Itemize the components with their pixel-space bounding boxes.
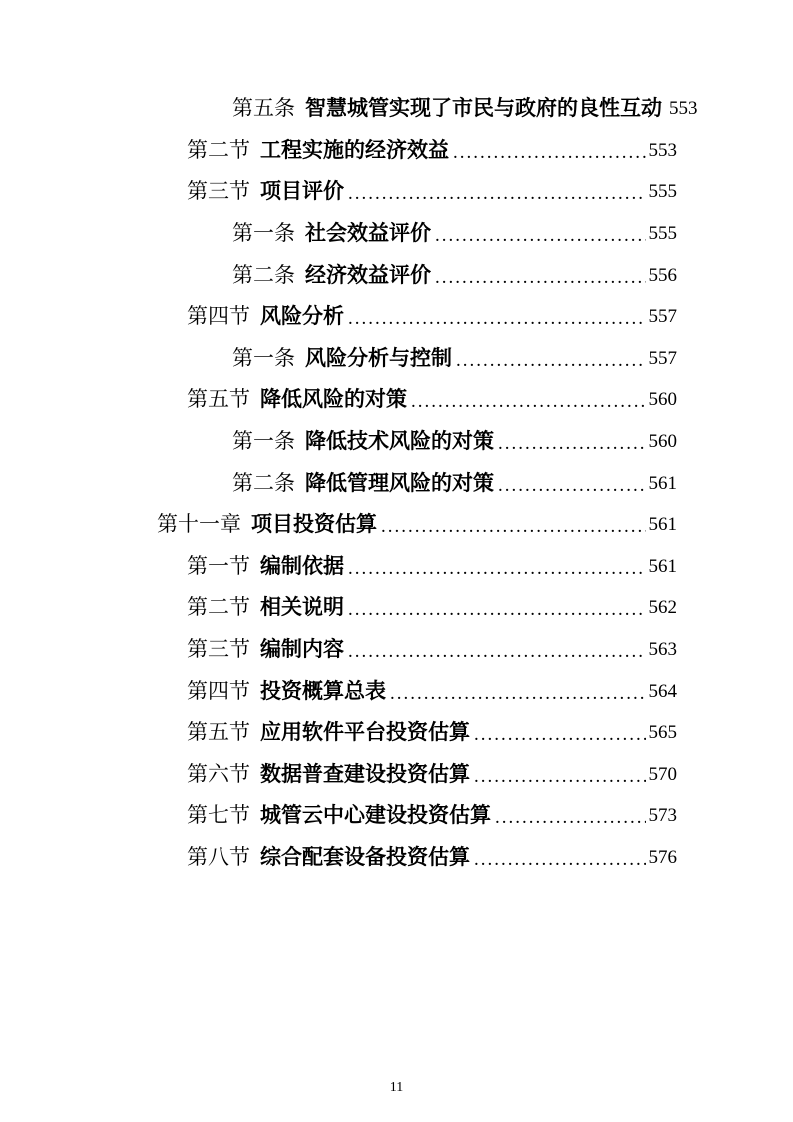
toc-dot-leader xyxy=(498,434,646,453)
toc-entry[interactable] xyxy=(0,379,677,421)
toc-entry-page-number: 565 xyxy=(648,722,677,744)
toc-entry-page-number: 563 xyxy=(648,639,677,661)
toc-entry-page-number: 576 xyxy=(648,846,677,868)
toc-entry-title: 降低管理风险的对策 xyxy=(305,470,494,495)
toc-entry-label: 第二节 xyxy=(187,137,250,162)
toc-dot-leader xyxy=(381,517,646,536)
toc-entry-page-number: 553 xyxy=(648,139,677,161)
toc-entry-title: 风险分析 xyxy=(260,304,344,329)
toc-entry-title: 项目投资估算 xyxy=(251,512,377,537)
toc-dot-leader xyxy=(435,226,646,245)
toc-entry-title: 项目评价 xyxy=(260,179,344,204)
toc-entry-title: 综合配套设备投资估算 xyxy=(260,844,470,869)
toc-entry-label: 第一条 xyxy=(232,429,295,454)
toc-entry-label: 第四节 xyxy=(187,678,250,703)
toc-dot-leader xyxy=(348,642,646,661)
toc-entry-page-number: 562 xyxy=(648,597,677,619)
toc-entry[interactable] xyxy=(0,629,677,671)
toc-entry-page-number: 560 xyxy=(648,389,677,411)
toc-entry[interactable] xyxy=(0,837,677,879)
toc-entry-label: 第二条 xyxy=(232,470,295,495)
toc-entry[interactable] xyxy=(0,130,677,172)
toc-entry-page-number: 557 xyxy=(648,306,677,328)
toc-entry-page-number: 564 xyxy=(648,680,677,702)
toc-entry-label: 第四节 xyxy=(187,304,250,329)
toc-entry-page-number: 560 xyxy=(648,431,677,453)
toc-dot-leader xyxy=(495,808,646,827)
toc-entry-label: 第五节 xyxy=(187,720,250,745)
toc-entry-title: 降低技术风险的对策 xyxy=(305,429,494,454)
toc-entry-page-number: 561 xyxy=(648,514,677,536)
toc-entry-title: 投资概算总表 xyxy=(260,678,386,703)
toc-entry-page-number: 561 xyxy=(648,555,677,577)
toc-entry[interactable] xyxy=(0,670,677,712)
toc-entry[interactable] xyxy=(0,504,677,546)
toc-entry-label: 第八节 xyxy=(187,844,250,869)
toc-entry-page-number: 556 xyxy=(648,264,677,286)
toc-entry[interactable] xyxy=(0,462,677,504)
toc-entry[interactable] xyxy=(0,712,677,754)
toc-entry-label: 第二条 xyxy=(232,262,295,287)
toc-entry-label: 第六节 xyxy=(187,761,250,786)
toc-entry-title: 社会效益评价 xyxy=(305,221,431,246)
toc-entry-label: 第三节 xyxy=(187,179,250,204)
toc-dot-leader xyxy=(390,684,646,703)
toc-dot-leader xyxy=(456,351,646,370)
toc-entry-label: 第七节 xyxy=(187,803,250,828)
toc-entry-page-number: 553 xyxy=(669,98,698,120)
toc-entry-page-number: 561 xyxy=(648,472,677,494)
toc-entry[interactable] xyxy=(0,254,677,296)
toc-entry-label: 第一条 xyxy=(232,221,295,246)
toc-entry[interactable] xyxy=(0,171,677,213)
toc-entry-title: 数据普查建设投资估算 xyxy=(260,761,470,786)
toc-entry-title: 应用软件平台投资估算 xyxy=(260,720,470,745)
toc-entry-title: 相关说明 xyxy=(260,595,344,620)
footer-page-number: 11 xyxy=(389,1080,404,1095)
toc-entry[interactable] xyxy=(0,546,677,588)
toc-dot-leader xyxy=(348,309,646,328)
toc-entry[interactable] xyxy=(0,754,677,796)
toc-dot-leader xyxy=(435,268,646,287)
toc-entry-page-number: 573 xyxy=(648,805,677,827)
toc-entry[interactable] xyxy=(0,296,677,338)
toc-entry[interactable] xyxy=(0,587,677,629)
toc-entry-label: 第五节 xyxy=(187,387,250,412)
toc-entry-label: 第一条 xyxy=(232,345,295,370)
toc-entry[interactable] xyxy=(0,795,677,837)
toc-entry[interactable] xyxy=(0,88,698,130)
toc-entry-title: 风险分析与控制 xyxy=(305,345,452,370)
toc-entry-title: 智慧城管实现了市民与政府的良性互动 xyxy=(305,96,662,121)
toc-dot-leader xyxy=(474,725,646,744)
toc-entry-label: 第一节 xyxy=(187,553,250,578)
toc-entry-title: 工程实施的经济效益 xyxy=(260,137,449,162)
toc-entry[interactable] xyxy=(0,213,677,255)
toc-entry-title: 编制内容 xyxy=(260,637,344,662)
toc-dot-leader xyxy=(498,476,646,495)
toc-entry-title: 经济效益评价 xyxy=(305,262,431,287)
toc-entry[interactable] xyxy=(0,338,677,380)
toc-entry-page-number: 570 xyxy=(648,763,677,785)
toc-dot-leader xyxy=(348,559,646,578)
toc-entry-label: 第十一章 xyxy=(157,512,241,537)
toc-entry[interactable] xyxy=(0,421,677,463)
toc-entry-title: 降低风险的对策 xyxy=(260,387,407,412)
toc-entry-page-number: 555 xyxy=(648,181,677,203)
toc-dot-leader xyxy=(411,392,646,411)
toc-entry-page-number: 555 xyxy=(648,223,677,245)
toc-entry-label: 第三节 xyxy=(187,637,250,662)
toc-entry-label: 第二节 xyxy=(187,595,250,620)
toc-entry-title: 城管云中心建设投资估算 xyxy=(260,803,491,828)
toc-entry-page-number: 557 xyxy=(648,347,677,369)
toc-entry-label: 第五条 xyxy=(232,96,295,121)
toc-dot-leader xyxy=(474,767,646,786)
toc-dot-leader xyxy=(474,850,646,869)
toc-dot-leader xyxy=(348,184,646,203)
toc-dot-leader xyxy=(348,600,646,619)
toc-dot-leader xyxy=(453,143,646,162)
toc-entry-title: 编制依据 xyxy=(260,553,344,578)
